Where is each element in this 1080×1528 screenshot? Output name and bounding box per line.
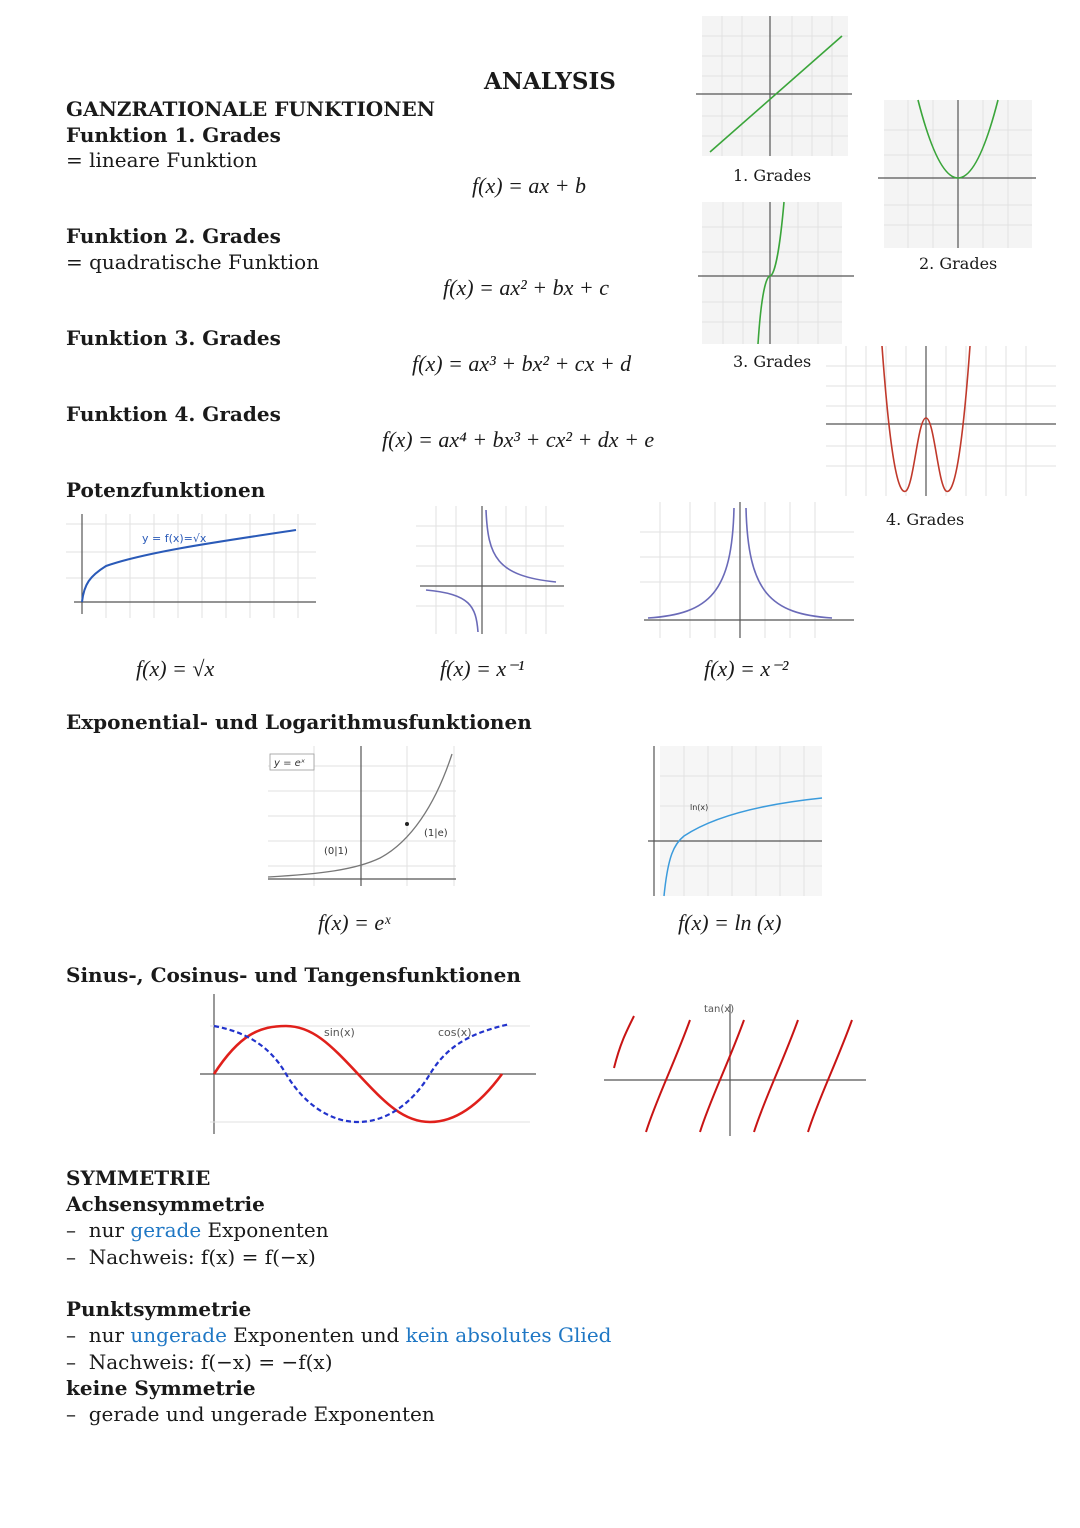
formula-grad3: f(x) = ax³ + bx² + cx + d — [412, 351, 632, 376]
graph-sin-cos — [190, 994, 540, 1136]
caption-grad1: 1. Grades — [733, 166, 812, 185]
graph-sqrt — [66, 514, 320, 618]
punkt-item-2: – Nachweis: f(−x) = −f(x) — [66, 1350, 333, 1374]
achsen-item-2: – Nachweis: f(x) = f(−x) — [66, 1245, 316, 1269]
heading-symmetrie: SYMMETRIE — [66, 1166, 211, 1190]
formula-exp: f(x) = eˣ — [318, 910, 391, 935]
heading-punktsymmetrie: Punktsymmetrie — [66, 1297, 252, 1321]
heading-potenz: Potenzfunktionen — [66, 478, 266, 502]
graph-quadratic — [878, 100, 1038, 248]
exp-point-1e — [405, 822, 409, 826]
graph-inverse-square — [640, 502, 860, 638]
achsen-item-1: – nur gerade Exponenten — [66, 1218, 329, 1242]
formula-grad4: f(x) = ax⁴ + bx³ + cx² + dx + e — [382, 427, 655, 452]
highlight-gerade: gerade — [130, 1218, 202, 1242]
caption-grad3: 3. Grades — [733, 352, 812, 371]
graph-inverse — [416, 506, 566, 634]
tan-branch-5 — [808, 1020, 852, 1132]
heading-grad1: Funktion 1. Grades — [66, 123, 281, 147]
exp-label: y = eˣ — [274, 758, 306, 769]
formula-ln: f(x) = ln (x) — [678, 910, 782, 935]
formula-inverse: f(x) = x⁻¹ — [440, 656, 525, 681]
graph-quartic — [826, 346, 1058, 496]
graph-cubic — [698, 202, 858, 344]
inverse-square-curve-left — [648, 508, 734, 618]
exp-point-label-1e: (1|e) — [424, 828, 448, 839]
highlight-ungerade: ungerade — [130, 1323, 227, 1347]
tan-branch-3 — [700, 1020, 744, 1132]
desc-grad2: = quadratische Funktion — [66, 250, 320, 274]
tan-label: tan(x) — [704, 1004, 735, 1015]
sqrt-label: y = f(x)=√x — [142, 532, 207, 545]
formula-grad2: f(x) = ax² + bx + c — [443, 275, 609, 300]
graph-ln — [644, 746, 828, 902]
tan-branch-2 — [646, 1020, 690, 1132]
inverse-curve-left — [426, 590, 478, 632]
formula-inverse-square: f(x) = x⁻² — [704, 656, 789, 681]
heading-explog: Exponential- und Logarithmusfunktionen — [66, 710, 532, 734]
caption-grad4: 4. Grades — [886, 510, 965, 529]
heading-grad2: Funktion 2. Grades — [66, 224, 281, 248]
cos-label: cos(x) — [438, 1026, 472, 1039]
page-title: ANALYSIS — [484, 68, 616, 95]
tan-branch-4 — [754, 1020, 798, 1132]
heading-grad3: Funktion 3. Grades — [66, 326, 281, 350]
graph-tan — [600, 1004, 870, 1136]
graph-exp — [260, 746, 460, 902]
heading-keine-symmetrie: keine Symmetrie — [66, 1376, 256, 1400]
sin-label: sin(x) — [324, 1026, 355, 1039]
desc-grad1: = lineare Funktion — [66, 148, 258, 172]
heading-achsensymmetrie: Achsensymmetrie — [66, 1192, 265, 1216]
tan-branch-1 — [614, 1016, 634, 1068]
formula-sqrt: f(x) = √x — [136, 656, 215, 681]
heading-grad4: Funktion 4. Grades — [66, 402, 281, 426]
heading-ganzrational: GANZRATIONALE FUNKTIONEN — [66, 97, 436, 121]
formula-grad1: f(x) = ax + b — [472, 173, 586, 198]
graph-linear — [696, 16, 856, 156]
exp-point-label-01: (0|1) — [324, 846, 348, 857]
punkt-item-1: – nur ungerade Exponenten und kein absolutes Glied — [66, 1323, 612, 1347]
heading-trig: Sinus-, Cosinus- und Tangensfunktionen — [66, 963, 521, 987]
ln-label: ln(x) — [690, 803, 709, 812]
highlight-kein-absolutes-glied: kein absolutes Glied — [405, 1323, 612, 1347]
inverse-square-curve-right — [746, 508, 832, 618]
keine-item-1: – gerade und ungerade Exponenten — [66, 1402, 435, 1426]
caption-grad2: 2. Grades — [919, 254, 998, 273]
